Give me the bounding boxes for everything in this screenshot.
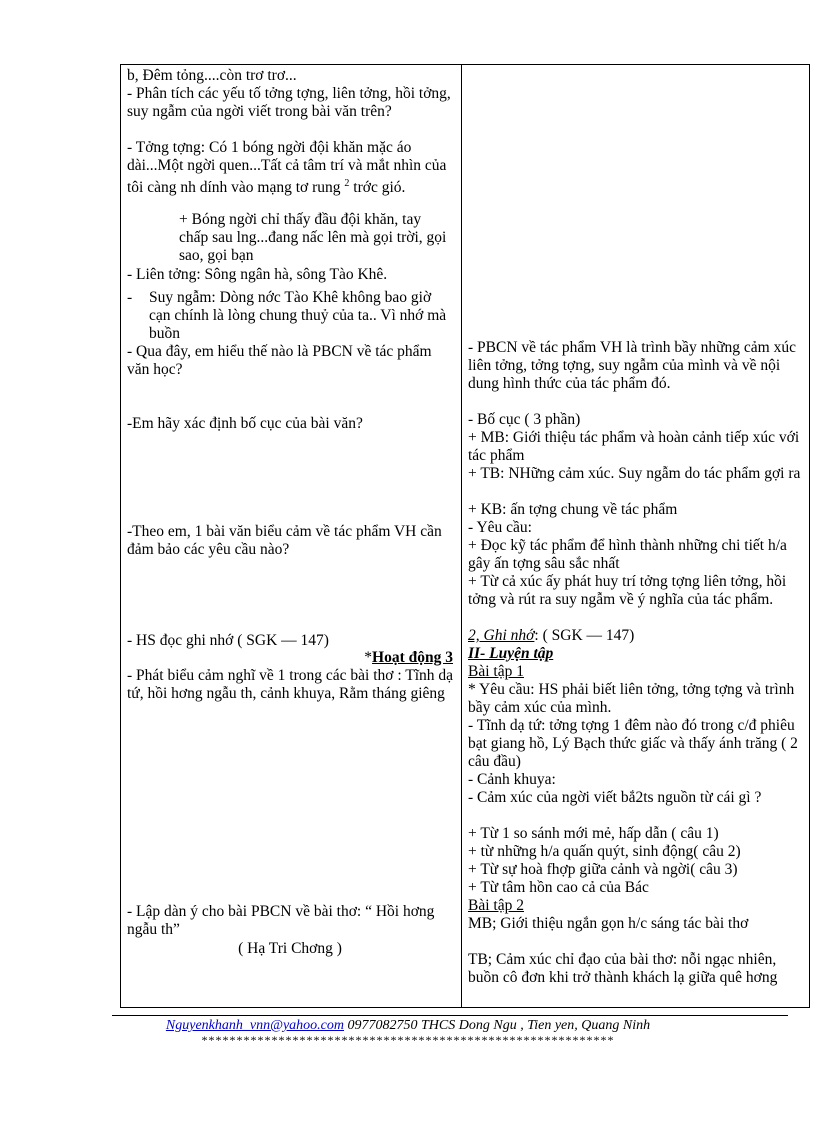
footer-stars: *********************************************************** xyxy=(201,1033,615,1047)
question-qua-day: - Qua đây, em hiểu thế nào là PBCN về tác phẩm văn học? xyxy=(127,343,432,378)
tinh-da-tu-line: - Tĩnh dạ tứ: tởng tợng 1 đêm nào đó trong c/đ phiêu bạt giang hồ, Lý Bạch thức giấc và thấy ánh trăng ( 2 câu đầu) xyxy=(468,717,798,770)
hoat-dong-title: Hoạt động 3 xyxy=(372,649,453,666)
bai-tap-1-heading xyxy=(468,663,804,681)
bai-tap-1-title: Bài tập 1 xyxy=(468,663,524,680)
line-dem-tong: b, Đêm tỏng....còn trơ trơ... xyxy=(127,67,297,84)
hs-doc-ghi-nho: - HS đọc ghi nhớ ( SGK — 147) xyxy=(127,632,329,649)
doc-ky-line: + Đọc kỹ tác phẩm để hình thành những chi tiết h/a gây ấn tợng sâu sắc nhất xyxy=(468,537,787,572)
tu-cam-xuc-line: + Từ cả xúc ấy phát huy trí tởng tợng liên tởng, hồi tởng và rút ra suy ngẫm về ý nghĩa của tác phẩm. xyxy=(468,573,787,608)
kb-line: + KB: ấn tợng chung về tác phẩm xyxy=(468,501,678,518)
ghi-nho-ref: : ( SGK — 147) xyxy=(534,627,635,644)
tb-line: + TB: NHững cảm xúc. Suy ngẫm do tác phẩm gợi ra xyxy=(468,465,801,482)
tu-nhung-line: + từ những h/a quấn quýt, sinh động( câu 2) xyxy=(468,843,741,860)
question-bo-cuc: -Em hãy xác định bố cục của bài văn? xyxy=(127,415,363,432)
tac-gia-line: ( Hạ Tri Chơng ) xyxy=(238,940,342,957)
suy-ngam-text: Suy ngẫm: Dòng nớc Tào Khê không bao giờ cạn chính là lòng chung thuỷ của ta.. Vì nhớ mà buồn xyxy=(149,289,447,342)
lap-dan-y-task: - Lập dàn ý cho bài PBCN về bài thơ: “ Hồi hơng ngẫu th” xyxy=(127,903,435,938)
phat-bieu-task: - Phát biểu cảm nghĩ về 1 trong các bài thơ : Tĩnh dạ tứ, hồi hơng ngẫu th, cảnh khuya, Rằm tháng giêng xyxy=(127,667,454,702)
luyen-tap-heading xyxy=(468,645,804,663)
tu-su-hoa-line: + Từ sự hoà fhợp giữa cảnh và ngời( câu 3) xyxy=(468,861,738,878)
tb2-line: TB; Cảm xúc chỉ đạo của bài thơ: nỗi ngạc nhiên, buồn cô đơn khi trở thành khách lạ giữa quê hơng xyxy=(468,951,778,986)
footer xyxy=(0,1018,816,1034)
bong-nguoi-paragraph: + Bóng ngời chỉ thấy đầu đội khăn, tay chấp sau lng...đang nấc lên mà gọi trời, gọi sao, gọi bạn xyxy=(179,211,447,264)
question-phan-tich: - Phân tích các yếu tố tởng tợng, liên tởng, hồi tởng, suy ngẫm của ngời viết trong bài văn trên? xyxy=(127,85,451,120)
question-yeu-cau: -Theo em, 1 bài văn biểu cảm về tác phẩm VH cần đảm bảo các yêu cầu nào? xyxy=(127,523,442,558)
bullet-marker: - xyxy=(127,289,133,306)
superscript-mark: 2 xyxy=(344,178,350,189)
hoat-dong-heading xyxy=(127,649,453,667)
yeu-cau-hs-line: * Yêu cầu: HS phải biết liên tởng, tởng tợng và trình bầy cảm xúc của mình. xyxy=(468,681,795,716)
bo-cuc-line: - Bố cục ( 3 phần) xyxy=(468,411,581,428)
definition-pbcn: - PBCN về tác phẩm VH là trình bầy những cảm xúc liên tởng, tởng tợng, suy ngẫm của mình và về nội dung hình thức của tác phẩm đó. xyxy=(468,339,796,392)
bai-tap-2-heading xyxy=(468,897,804,915)
lien-tuong-line: - Liên tởng: Sông ngân hà, sông Tào Khê. xyxy=(127,266,388,283)
tuong-tuong-tail: trớc gió. xyxy=(349,179,406,197)
tu-tam-hon-line: + Từ tâm hồn cao cả của Bác xyxy=(468,879,649,896)
tuong-tuong-paragraph xyxy=(127,139,453,197)
mb-line: + MB: Giới thiệu tác phẩm và hoàn cảnh tiếp xúc với tác phẩm xyxy=(468,429,800,464)
footer-contact: 0977082750 THCS Dong Ngu , Tien yen, Quang Ninh xyxy=(344,1018,651,1033)
footer-rule xyxy=(112,1015,788,1016)
column-divider xyxy=(461,64,462,1008)
suy-ngam-bullet xyxy=(127,289,453,343)
tu-1-line: + Từ 1 so sánh mới mẻ, hấp dẫn ( câu 1) xyxy=(468,825,719,842)
ghi-nho-line xyxy=(468,627,804,645)
tuong-tuong-text: - Tởng tợng: Có 1 bóng ngời đội khăn mặc áo dài...Một ngời quen...Tất cả tâm trí và mắt nhìn của tôi càng nh dính vào mạng tơ rung xyxy=(127,139,447,197)
footer-email-link[interactable]: Nguyenkhanh_vnn@yahoo.com xyxy=(165,1018,345,1033)
bai-tap-2-title: Bài tập 2 xyxy=(468,897,524,914)
luyen-tap-title: II- Luyện tập xyxy=(468,645,554,662)
mb2-line: MB; Giới thiệu ngắn gọn h/c sáng tác bài thơ xyxy=(468,915,749,932)
ghi-nho-label: 2, Ghi nhớ xyxy=(468,627,535,644)
yeu-cau-line: - Yêu cầu: xyxy=(468,519,532,536)
cam-xuc-line: - Cảm xúc của ngời viết bắ2ts nguồn từ cái gì ? xyxy=(468,789,762,806)
hoat-dong-star: * xyxy=(364,649,373,666)
canh-khuya-line: - Cảnh khuya: xyxy=(468,771,556,788)
